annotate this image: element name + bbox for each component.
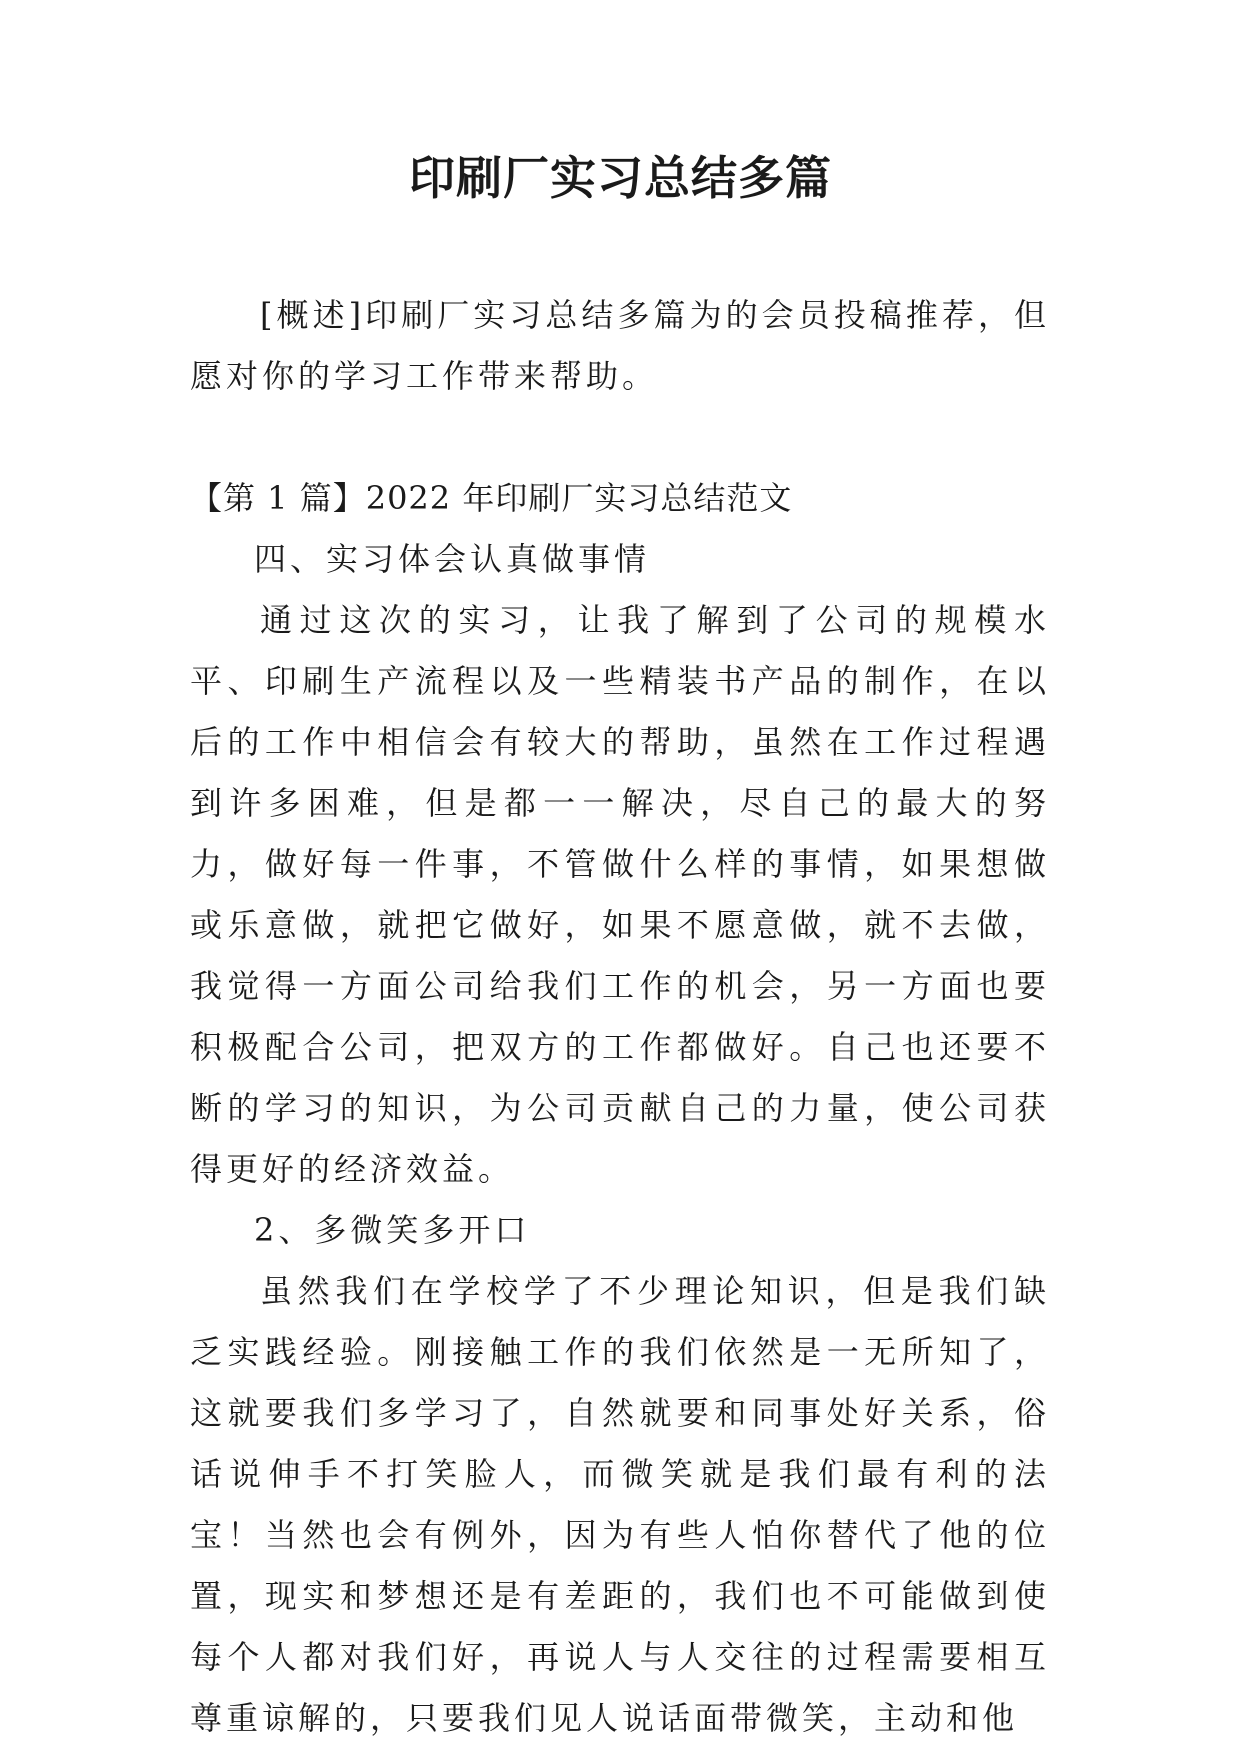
document-body: [190, 285, 1050, 1749]
document-title: 印刷厂实习总结多篇: [409, 151, 832, 205]
subheading-smile: 2、多微笑多开口: [254, 1211, 531, 1249]
paragraph-smile: 虽然我们在学校学了不少理论知识，但是我们缺乏实践经验。刚接触工作的我们依然是一无所知了，这就要我们多学习了，自然就要和同事处好关系，俗话说伸手不打笑脸人，而微笑就是我们最有利的法宝！当然也会有例外，因为有些人怕你替代了他的位置，现实和梦想还是有差距的，我们也不可能做到使每个人都对我们好，再说人与人交往的过程需要相互尊重谅解的，只要我们见人说话面带微笑，主动和他: [190, 1272, 1050, 1737]
section-title: 【第 1 篇】2022 年印刷厂实习总结范文: [190, 479, 793, 517]
paragraph-experience: 通过这次的实习，让我了解到了公司的规模水平、印刷生产流程以及一些精装书产品的制作，在以后的工作中相信会有较大的帮助，虽然在工作过程遇到许多困难，但是都一一解决，尽自己的最大的努力，做好每一件事，不管做什么样的事情，如果想做或乐意做，就把它做好，如果不愿意做，就不去做，我觉得一方面公司给我们工作的机会，另一方面也要积极配合公司，把双方的工作都做好。自己也还要不断的学习的知识，为公司贡献自己的力量，使公司获得更好的经济效益。: [190, 601, 1050, 1188]
subheading-experience: 四、实习体会认真做事情: [254, 540, 651, 578]
summary-paragraph: [概述]印刷厂实习总结多篇为的会员投稿推荐，但愿对你的学习工作带来帮助。: [190, 296, 1050, 395]
